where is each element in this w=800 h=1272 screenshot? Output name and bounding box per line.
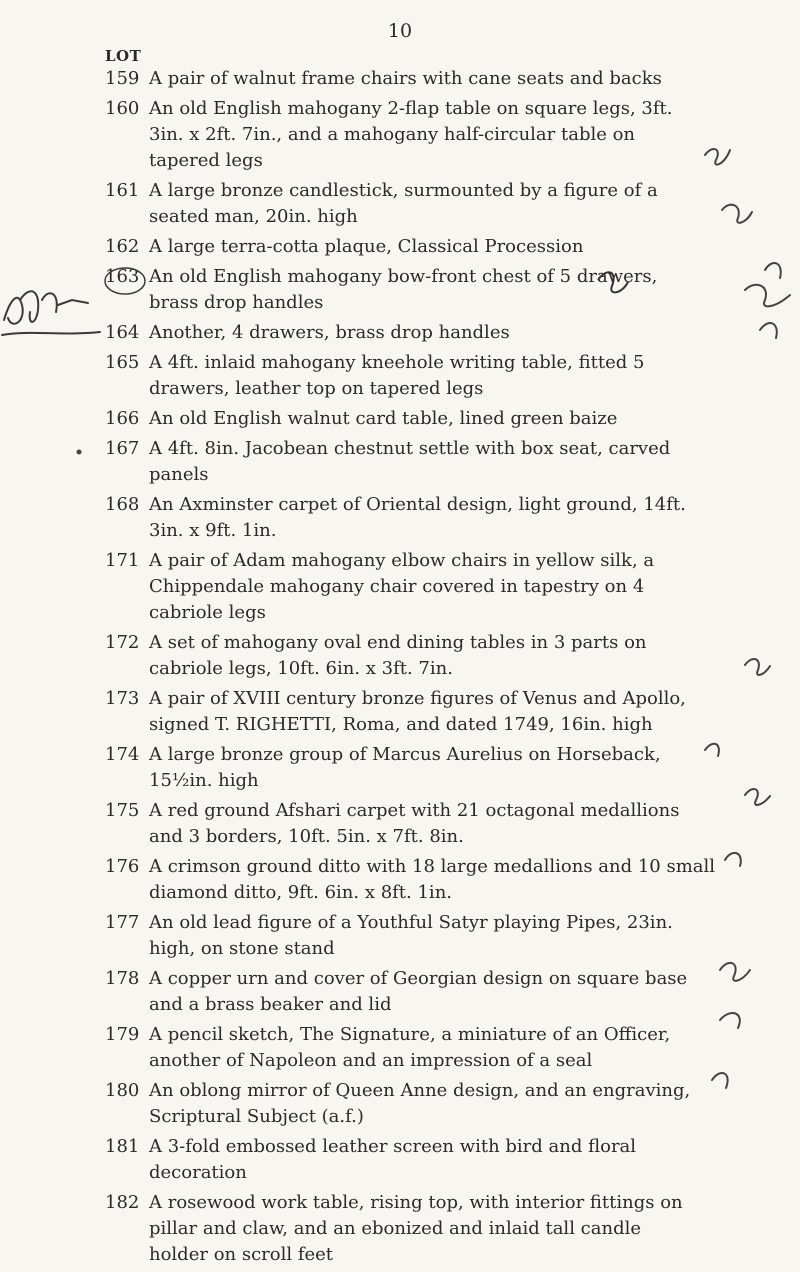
lot-description	[149, 436, 729, 488]
lot-description	[149, 742, 729, 794]
description-line: A pencil sketch, The Signature, a miniature of an Officer,	[149, 1024, 671, 1045]
description-line: A copper urn and cover of Georgian design on square base	[149, 968, 688, 989]
description-line: A large bronze candlestick, surmounted by a figure of a	[149, 180, 658, 201]
lot-description	[149, 234, 729, 260]
description-line: panels	[149, 464, 209, 485]
lot-description	[149, 798, 729, 850]
lot-entry	[105, 1134, 795, 1186]
lot-entry	[105, 406, 795, 432]
description-line: cabriole legs	[149, 602, 266, 623]
lot-description	[149, 66, 729, 92]
description-line: A crimson ground ditto with 18 large medallions and 10 small	[149, 856, 716, 877]
description-line: decoration	[149, 1162, 247, 1183]
lot-description	[149, 178, 729, 230]
lot-number: 178	[105, 968, 140, 989]
lot-description	[149, 492, 729, 544]
page-number: 10	[387, 20, 413, 42]
lot-number: 171	[105, 550, 140, 571]
dot-mark	[77, 450, 82, 455]
lot-number: 175	[105, 800, 140, 821]
lot-number: 166	[105, 408, 140, 429]
lot-list	[105, 66, 795, 1272]
lot-entry	[105, 1078, 795, 1130]
lot-description	[149, 548, 729, 626]
lot-description	[149, 320, 729, 346]
lot-number: 173	[105, 688, 140, 709]
description-line: A pair of Adam mahogany elbow chairs in yellow silk, a	[149, 550, 655, 571]
lot-entry	[105, 436, 795, 488]
description-line: signed T. RIGHETTI, Roma, and dated 1749, 16in. high	[149, 714, 653, 735]
description-line: A 4ft. 8in. Jacobean chestnut settle with box seat, carved	[149, 438, 671, 459]
lot-number: 177	[105, 912, 140, 933]
lot-description	[149, 686, 729, 738]
description-line: holder on scroll feet	[149, 1244, 334, 1265]
lot-number: 180	[105, 1080, 140, 1101]
lot-number: 182	[105, 1192, 140, 1213]
description-line: brass drop handles	[149, 292, 324, 313]
description-line: A red ground Afshari carpet with 21 octagonal medallions	[149, 800, 680, 821]
description-line: drawers, leather top on tapered legs	[149, 378, 484, 399]
lot-description	[149, 1022, 729, 1074]
lot-entry	[105, 686, 795, 738]
lot-description	[149, 854, 729, 906]
lot-entry	[105, 742, 795, 794]
lot-entry	[105, 234, 795, 260]
description-line: An old English mahogany bow-front chest of 5 drawers,	[149, 266, 658, 287]
lot-entry	[105, 320, 795, 346]
description-line: Another, 4 drawers, brass drop handles	[149, 322, 510, 343]
description-line: A large terra-cotta plaque, Classical Procession	[149, 236, 584, 257]
lot-description	[149, 1190, 729, 1268]
lot-number: 172	[105, 632, 140, 653]
description-line: A large bronze group of Marcus Aurelius on Horseback,	[149, 744, 661, 765]
lot-number: 179	[105, 1024, 140, 1045]
lot-number: 167	[105, 438, 140, 459]
description-line: A 4ft. inlaid mahogany kneehole writing table, fitted 5	[149, 352, 645, 373]
lot-entry	[105, 910, 795, 962]
description-line: An oblong mirror of Queen Anne design, and an engraving,	[149, 1080, 691, 1101]
lot-number: 174	[105, 744, 140, 765]
lot-number: 163	[105, 266, 140, 287]
lot-description	[149, 1134, 729, 1186]
lot-entry	[105, 96, 795, 174]
description-line: An old lead figure of a Youthful Satyr playing Pipes, 23in.	[149, 912, 673, 933]
description-line: and 3 borders, 10ft. 5in. x 7ft. 8in.	[149, 826, 464, 847]
description-line: A pair of walnut frame chairs with cane seats and backs	[149, 68, 662, 89]
lot-description	[149, 630, 729, 682]
left-margin-scribble	[2, 291, 100, 335]
lot-description	[149, 910, 729, 962]
description-line: 3in. x 2ft. 7in., and a mahogany half-circular table on	[149, 124, 636, 145]
description-line: A 3-fold embossed leather screen with bird and floral	[149, 1136, 637, 1157]
lot-entry	[105, 548, 795, 626]
lot-number: 176	[105, 856, 140, 877]
description-line: tapered legs	[149, 150, 263, 171]
lot-number: 160	[105, 98, 140, 119]
description-line: A set of mahogany oval end dining tables in 3 parts on	[149, 632, 647, 653]
description-line: seated man, 20in. high	[149, 206, 358, 227]
lot-entry	[105, 966, 795, 1018]
lot-entry	[105, 1190, 795, 1268]
description-line: and a brass beaker and lid	[149, 994, 392, 1015]
description-line: An old English mahogany 2-flap table on square legs, 3ft.	[149, 98, 673, 119]
lot-entry	[105, 630, 795, 682]
lot-number: 161	[105, 180, 140, 201]
lot-entry	[105, 492, 795, 544]
lot-number: 181	[105, 1136, 140, 1157]
description-line: 3in. x 9ft. 1in.	[149, 520, 277, 541]
lot-description	[149, 350, 729, 402]
lot-number: 162	[105, 236, 140, 257]
lot-number: 168	[105, 494, 140, 515]
lot-column-header: LOT	[105, 47, 142, 65]
lot-description	[149, 96, 729, 174]
lot-entry	[105, 66, 795, 92]
description-line: An Axminster carpet of Oriental design, light ground, 14ft.	[149, 494, 686, 515]
description-line: An old English walnut card table, lined green baize	[149, 408, 618, 429]
lot-description	[149, 264, 729, 316]
lot-entry	[105, 1022, 795, 1074]
lot-entry	[105, 350, 795, 402]
lot-number: 159	[105, 68, 140, 89]
description-line: A pair of XVIII century bronze figures of Venus and Apollo,	[149, 688, 686, 709]
description-line: pillar and claw, and an ebonized and inlaid tall candle	[149, 1218, 642, 1239]
lot-description	[149, 966, 729, 1018]
lot-number: 165	[105, 352, 140, 373]
description-line: diamond ditto, 9ft. 6in. x 8ft. 1in.	[149, 882, 453, 903]
description-line: 15½in. high	[149, 770, 259, 791]
description-line: cabriole legs, 10ft. 6in. x 3ft. 7in.	[149, 658, 453, 679]
description-line: Scriptural Subject (a.f.)	[149, 1106, 364, 1127]
lot-entry	[105, 264, 795, 316]
lot-description	[149, 1078, 729, 1130]
lot-number: 164	[105, 322, 140, 343]
lot-entry	[105, 854, 795, 906]
description-line: Chippendale mahogany chair covered in tapestry on 4	[149, 576, 645, 597]
description-line: another of Napoleon and an impression of a seal	[149, 1050, 593, 1071]
description-line: high, on stone stand	[149, 938, 335, 959]
description-line: A rosewood work table, rising top, with interior fittings on	[149, 1192, 683, 1213]
lot-description	[149, 406, 729, 432]
lot-entry	[105, 798, 795, 850]
lot-entry	[105, 178, 795, 230]
